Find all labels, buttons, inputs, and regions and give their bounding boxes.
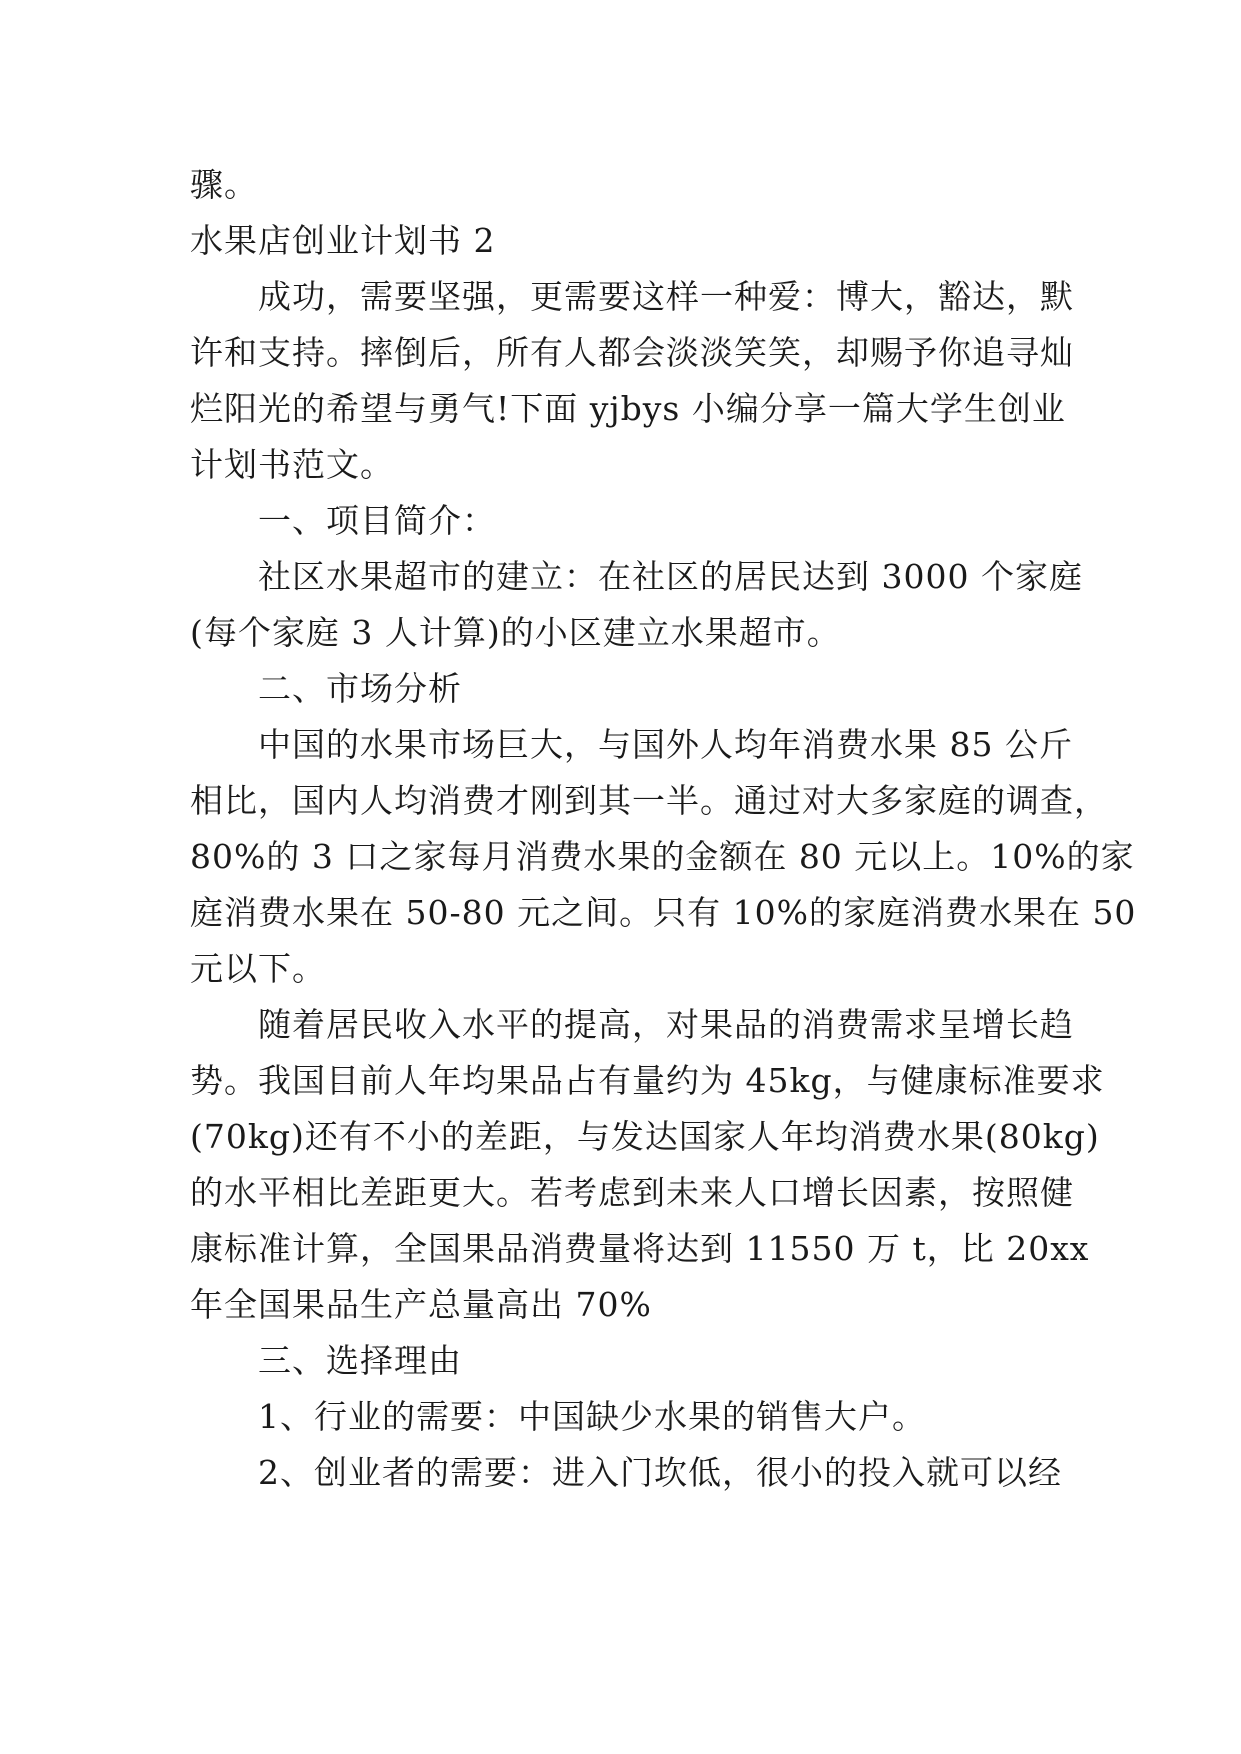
paragraph-line: 的水平相比差距更大。若考虑到未来人口增长因素，按照健 <box>190 1173 1074 1212</box>
paragraph-line: 计划书范文。 <box>190 445 394 484</box>
paragraph-line: 势。我国目前人年均果品占有量约为 45kg，与健康标准要求 <box>190 1061 1105 1100</box>
section-heading: 一、项目简介： <box>258 501 496 540</box>
paragraph-line: 社区水果超市的建立：在社区的居民达到 3000 个家庭 <box>258 557 1083 596</box>
section-heading: 三、选择理由 <box>258 1341 462 1380</box>
list-item: 1、行业的需要：中国缺少水果的销售大户。 <box>258 1397 926 1436</box>
paragraph-line: (70kg)还有不小的差距，与发达国家人年均消费水果(80kg) <box>190 1117 1100 1156</box>
section-heading: 二、市场分析 <box>258 669 462 708</box>
document-page <box>190 157 1137 1501</box>
section-title: 水果店创业计划书 2 <box>190 221 496 260</box>
paragraph-line: 随着居民收入水平的提高，对果品的消费需求呈增长趋 <box>258 1005 1074 1044</box>
text-line: 骤。 <box>190 165 258 204</box>
paragraph-line: 中国的水果市场巨大，与国外人均年消费水果 85 公斤 <box>258 725 1073 764</box>
paragraph-line: 烂阳光的希望与勇气!下面 yjbys 小编分享一篇大学生创业 <box>190 389 1066 428</box>
paragraph-line: 许和支持。摔倒后，所有人都会淡淡笑笑，却赐予你追寻灿 <box>190 333 1074 372</box>
paragraph-line: 80%的 3 口之家每月消费水果的金额在 80 元以上。10%的家 <box>190 837 1135 876</box>
paragraph-line: 康标准计算，全国果品消费量将达到 11550 万 t，比 20xx <box>190 1229 1090 1268</box>
paragraph-line: 元以下。 <box>190 949 326 988</box>
paragraph-line: 庭消费水果在 50-80 元之间。只有 10%的家庭消费水果在 50 <box>190 893 1137 932</box>
paragraph-line: 相比，国内人均消费才刚到其一半。通过对大多家庭的调查， <box>190 781 1108 820</box>
paragraph-line: 成功，需要坚强，更需要这样一种爱：博大，豁达，默 <box>258 277 1074 316</box>
paragraph-line: 年全国果品生产总量高出 70% <box>190 1285 652 1324</box>
list-item: 2、创业者的需要：进入门坎低，很小的投入就可以经 <box>258 1453 1062 1492</box>
paragraph-line: (每个家庭 3 人计算)的小区建立水果超市。 <box>190 613 841 652</box>
